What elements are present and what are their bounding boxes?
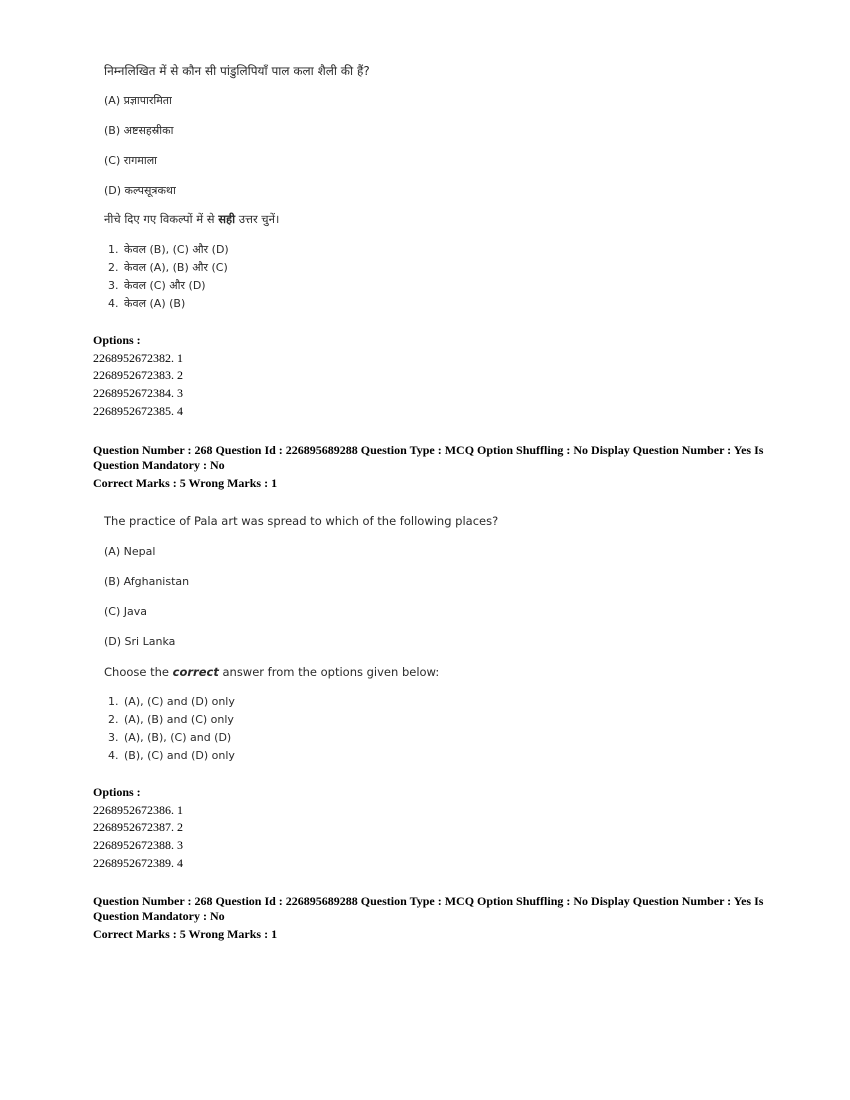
instruction-bold: सही: [218, 212, 236, 226]
option-id: 2268952672388. 3: [93, 838, 183, 853]
options-block: [93, 784, 183, 872]
options-block: [93, 332, 183, 420]
option-id: 2268952672382. 1: [93, 350, 183, 365]
options-label: Options :: [93, 333, 141, 347]
answer-choice: 4. केवल (A) (B): [122, 295, 229, 313]
option-id: 2268952672383. 2: [93, 368, 183, 383]
answer-choice: 1. केवल (B), (C) और (D): [122, 241, 229, 259]
option-d: (D) कल्पसूत्रकथा: [104, 184, 176, 197]
question-stem: निम्नलिखित में से कौन सी पांडुलिपियाँ पाल कला शैली की हैं?: [104, 64, 370, 78]
question-meta: [93, 443, 773, 491]
instruction-prefix: Choose the: [104, 665, 173, 679]
question-stem: The practice of Pala art was spread to which of the following places?: [104, 514, 499, 528]
options-label: Options :: [93, 785, 141, 799]
option-id: 2268952672389. 4: [93, 855, 183, 870]
answer-choices: [104, 241, 229, 313]
option-c: (C) रागमाला: [104, 154, 158, 167]
marks-info: Correct Marks : 5 Wrong Marks : 1: [93, 927, 278, 941]
answer-choice: 2. केवल (A), (B) और (C): [122, 259, 229, 277]
option-a: (A) प्रज्ञापारमिता: [104, 94, 172, 107]
question-hindi: [104, 62, 804, 322]
answer-choice: 4. (B), (C) and (D) only: [122, 747, 235, 765]
option-a: (A) Nepal: [104, 545, 156, 558]
option-d: (D) Sri Lanka: [104, 635, 176, 648]
instruction: [104, 212, 279, 227]
question-info: Question Number : 268 Question Id : 226895689288 Question Type : MCQ Option Shuffling : No Display Question Number : Yes Is Question Mandatory : No: [93, 894, 764, 923]
option-b: (B) अष्टसहस्रीका: [104, 124, 174, 137]
answer-choice: 3. (A), (B), (C) and (D): [122, 729, 235, 747]
instruction-suffix: उत्तर चुनें।: [235, 212, 280, 226]
question-english: [104, 514, 804, 774]
question-meta: [93, 894, 773, 942]
instruction-prefix: नीचे दिए गए विकल्पों में से: [104, 212, 219, 226]
marks-info: Correct Marks : 5 Wrong Marks : 1: [93, 476, 278, 490]
option-id: 2268952672386. 1: [93, 802, 183, 817]
instruction-suffix: answer from the options given below:: [218, 665, 440, 679]
option-id: 2268952672384. 3: [93, 386, 183, 401]
option-id: 2268952672387. 2: [93, 820, 183, 835]
answer-choice: 1. (A), (C) and (D) only: [122, 693, 235, 711]
option-b: (B) Afghanistan: [104, 575, 190, 588]
answer-choice: 2. (A), (B) and (C) only: [122, 711, 235, 729]
answer-choice: 3. केवल (C) और (D): [122, 277, 229, 295]
question-info: Question Number : 268 Question Id : 226895689288 Question Type : MCQ Option Shuffling : No Display Question Number : Yes Is Question Mandatory : No: [93, 443, 764, 472]
option-id: 2268952672385. 4: [93, 403, 183, 418]
instruction: [104, 665, 439, 679]
answer-choices: [104, 693, 235, 765]
option-c: (C) Java: [104, 605, 147, 618]
instruction-bold: correct: [172, 665, 219, 679]
